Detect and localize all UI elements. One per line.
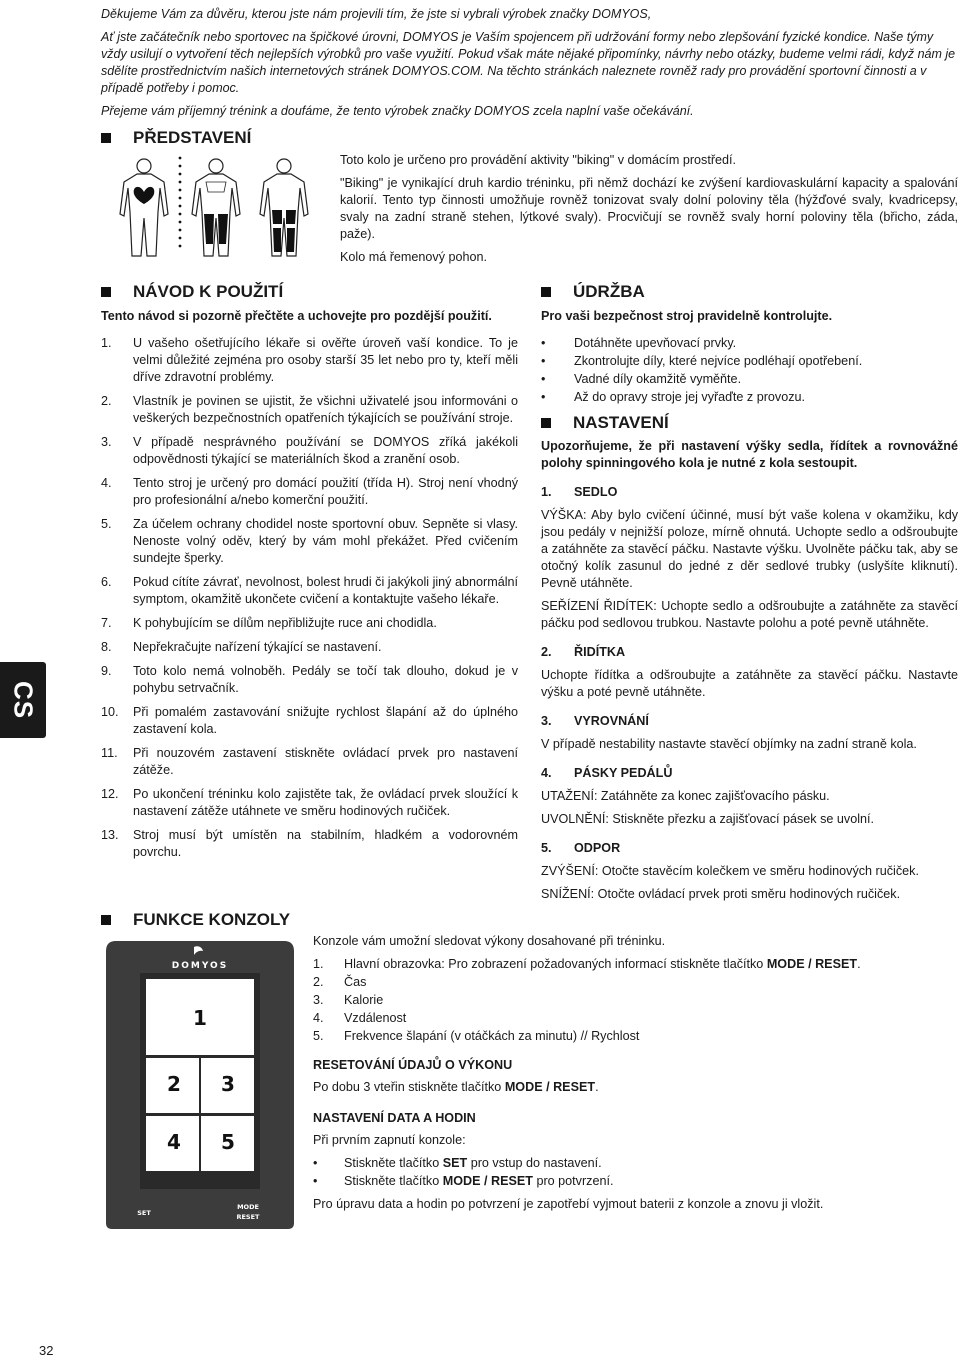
item-text: Kalorie [344, 993, 384, 1007]
item-number: 9. [101, 664, 112, 678]
zone-2-label: 2 [167, 1072, 181, 1096]
list-item [541, 353, 958, 370]
item-number: 12. [101, 787, 119, 801]
item-number: 11. [101, 746, 118, 760]
zone-3-label: 3 [221, 1072, 235, 1096]
item-text [344, 956, 861, 973]
subsection-number: 3. [541, 714, 552, 728]
console-brand: DOMYOS [171, 961, 229, 971]
list-item [101, 827, 518, 861]
item-text: K pohybujícím se dílům nepřibližujte ruce ani chodidla. [133, 616, 437, 630]
intro-text [101, 6, 959, 126]
predstaveni-paragraph: Toto kolo je určeno pro provádění aktivity "biking" v domácím prostředí. [340, 153, 737, 167]
zone-1-label: 1 [193, 1006, 207, 1030]
list-item [101, 516, 518, 567]
list-item [101, 574, 518, 608]
list-item [101, 335, 518, 386]
item-text-part: Hlavní obrazovka: Pro zobrazení požadovaných informací stiskněte tlačítko [344, 957, 767, 971]
subsection-title [541, 484, 958, 501]
console-illustration [102, 937, 298, 1233]
item-text: Čas [344, 975, 367, 989]
item-text: Po ukončení tréninku kolo zajistěte tak, že ovládací prvek sloužící k nastavení zátěže utáhnete ve směru hodinových ručiček. [133, 787, 518, 818]
date-lead: Při prvním zapnutí konzole: [313, 1133, 466, 1147]
intro-wish: Přejeme vám příjemný trénink a doufáme, že tento výrobek značky DOMYOS zcela naplní vaše očekávání. [101, 104, 694, 118]
item-text: Za účelem ochrany chodidel noste sportovní obuv. Sepněte si vlasy. Nenoste volný oděv, který by vám mohl překážet. Před cvičením sundejte šperky. [133, 517, 518, 565]
muscle-figures-illustration [110, 152, 320, 262]
list-item [313, 992, 953, 1009]
list-item [541, 335, 958, 352]
section-heading-predstaveni [101, 128, 251, 148]
bullet-icon: • [541, 390, 546, 404]
set-button-label: SET [137, 1209, 151, 1217]
item-text: Vlastník je povinen se ujistit, že všichni uživatelé jsou informováni o veškerých bezpečnostních opatřeních týkajících se používání stroje. [133, 394, 518, 425]
list-item [313, 974, 953, 991]
reset-button-label: RESET [236, 1213, 260, 1221]
list-item [101, 393, 518, 427]
item-text: U vašeho ošetřujícího lékaře si ověřte úroveň vaší kondice. To je velmi důležité zejména pro osoby starší 35 let nebo pro ty, kteří měli dříve zdravotní problémy. [133, 336, 518, 384]
item-number: 5. [101, 517, 112, 531]
list-item [101, 639, 518, 656]
subsection-title [541, 840, 958, 857]
console-display-icon [102, 937, 298, 1233]
heading-text: NÁVOD K POUŽITÍ [133, 282, 284, 301]
mode-button-label: MODE [237, 1203, 259, 1211]
heading-square-icon [101, 287, 111, 297]
list-item [101, 786, 518, 820]
navod-list [101, 335, 518, 861]
date-list [313, 1155, 953, 1190]
heading-square-icon [541, 418, 551, 428]
item-text-part: Stiskněte tlačítko [344, 1156, 443, 1170]
zone-5-label: 5 [221, 1130, 235, 1154]
subsection-paragraph: SNÍŽENÍ: Otočte ovládací prvek proti směru hodinových ručiček. [541, 887, 901, 901]
subsection-paragraph: VÝŠKA: Aby bylo cvičení účinné, musí být vaše kolena v okamžiku, kdy jsou pedály v nejnižší poloze, mírně ohnutá. Uchopte sedlo a odšroubujte a zatáhněte za stavěcí páčku. Nastavte výšku. Uvolněte páčku tak, aby se otočný kolík zasunul do jedné z děr sedlové trubky (uslyšíte kliknutí). Pevně utáhněte. [541, 508, 958, 590]
section-heading-navod [101, 282, 283, 302]
heading-text: ÚDRŽBA [573, 282, 645, 301]
subsection-paragraph: Uchopte řídítka a odšroubujte a zatáhněte za stavěcí páčku. Nastavte výšku a poté pevně utáhněte. [541, 668, 958, 699]
subsection-number: 5. [541, 841, 552, 855]
reset-heading: RESETOVÁNÍ ÚDAJŮ O VÝKONU [313, 1058, 513, 1072]
heading-text: FUNKCE KONZOLY [133, 910, 291, 929]
item-text: Frekvence šlapání (v otáčkách za minutu) // Rychlost [344, 1029, 640, 1043]
heading-text: NASTAVENÍ [573, 413, 669, 432]
item-number: 3. [101, 435, 112, 449]
heading-square-icon [541, 287, 551, 297]
bullet-icon: • [313, 1174, 318, 1188]
subsection-number: 2. [541, 645, 552, 659]
item-text: Stroj musí být umístěn na stabilním, hladkém a vodorovném povrchu. [133, 828, 518, 859]
item-text [344, 1155, 602, 1172]
list-item [313, 1155, 953, 1172]
date-heading: NASTAVENÍ DATA A HODIN [313, 1111, 476, 1125]
item-text-bold: SET [442, 1156, 468, 1170]
item-text-bold: MODE / RESET [442, 1174, 533, 1188]
subsection-label: SEDLO [574, 485, 618, 499]
funkce-lead: Konzole vám umožní sledovat výkony dosahované při tréninku. [313, 934, 666, 948]
section-heading-nastaveni [541, 413, 669, 433]
language-code: CS [8, 680, 39, 720]
body-muscles-icon [110, 152, 320, 262]
navod-section [101, 308, 518, 868]
subsection-label: ODPOR [574, 841, 621, 855]
item-number: 7. [101, 616, 112, 630]
subsection-label: PÁSKY PEDÁLŮ [574, 766, 673, 780]
subsection-paragraph: SEŘÍZENÍ ŘIDÍTEK: Uchopte sedlo a odšroubujte a zatáhněte za stavěcí páčku pod sedlovou trubkou. Nastavte polohu a poté pevně utáhněte. [541, 599, 958, 630]
item-number: 1. [101, 336, 112, 350]
item-text: Při nouzovém zastavení stiskněte ovládací prvek pro nastavení zátěže. [133, 746, 518, 777]
predstaveni-text [340, 152, 958, 272]
subsection-title [541, 644, 958, 661]
list-item [101, 704, 518, 738]
item-text: Vzdálenost [344, 1011, 407, 1025]
item-text-part: pro potvrzení. [532, 1174, 614, 1188]
list-item [101, 475, 518, 509]
section-heading-udrzba [541, 282, 645, 302]
subsection-title [541, 713, 958, 730]
list-item [313, 1028, 953, 1045]
item-number: 8. [101, 640, 112, 654]
item-number: 4. [313, 1011, 324, 1025]
item-text: Při pomalém zastavování snižujte rychlost šlapání až do úplného zastavení kola. [133, 705, 518, 736]
item-number: 5. [313, 1029, 324, 1043]
item-number: 2. [101, 394, 112, 408]
item-number: 2. [313, 975, 324, 989]
subsection-number: 1. [541, 485, 552, 499]
navod-lead: Tento návod si pozorně přečtěte a uchovejte pro pozdější použití. [101, 309, 492, 323]
list-item [101, 663, 518, 697]
subsection-paragraph: UVOLNĚNÍ: Stiskněte přezku a zajišťovací pásek se uvolní. [541, 812, 875, 826]
item-text-part: Stiskněte tlačítko [344, 1174, 443, 1188]
item-text: Vadné díly okamžitě vyměňte. [574, 372, 742, 386]
udrzba-section [541, 308, 958, 407]
list-item [313, 956, 953, 973]
item-number: 10. [101, 705, 119, 719]
bullet-icon: • [313, 1156, 318, 1170]
item-text-part: pro vstup do nastavení. [467, 1156, 602, 1170]
list-item [101, 434, 518, 468]
item-text: Až do opravy stroje jej vyřaďte z provozu. [574, 390, 806, 404]
list-item [101, 615, 518, 632]
subsection-paragraph: UTAŽENÍ: Zatáhněte za konec zajišťovacího pásku. [541, 789, 830, 803]
funkce-section [313, 933, 953, 1219]
intro-paragraph: Ať jste začátečník nebo sportovec na špičkové úrovni, DOMYOS je Vaším spojencem při udržování formy nebo zlepšování fyzické kondice. Naše týmy vždy usilují o vytvoření těch nejlepších výrobků pro vaše využití. Pokud však máte nějaké připomínky, návrhy nebo otázky, budeme velmi rádi, když nám je sdělíte prostřednictvím našich internetových stránek DOMYOS.COM. Na těchto stránkách naleznete rovněž rady pro provádění sportovní činnosti a v případě potřeby i pomoc. [101, 30, 956, 95]
item-text [344, 1173, 613, 1190]
item-text: Pokud cítíte závrať, nevolnost, bolest hrudi či jakýkoli jiný abnormální symptom, okamžitě ukončete cvičení a kontaktujte vašeho lékaře. [133, 575, 518, 606]
subsection-number: 4. [541, 766, 552, 780]
item-number: 6. [101, 575, 112, 589]
item-text: Tento stroj je určený pro domácí použití (třída H). Stroj není vhodný pro profesionální a/nebo komerční použití. [133, 476, 518, 507]
zone-4-label: 4 [167, 1130, 181, 1154]
udrzba-lead: Pro vaši bezpečnost stroj pravidelně kontrolujte. [541, 309, 833, 323]
list-item [541, 371, 958, 388]
item-number: 3. [313, 993, 324, 1007]
udrzba-list [541, 335, 958, 406]
item-number: 13. [101, 828, 119, 842]
item-text-part: . [857, 957, 861, 971]
subsection-label: ŘIDÍTKA [574, 645, 626, 659]
list-item [101, 745, 518, 779]
nastaveni-warning: Upozorňujeme, že při nastavení výšky sedla, řídítek a rovnovážné polohy spinningového kola je nutné z kola sestoupit. [541, 439, 958, 470]
subsection-label: VYROVNÁNÍ [574, 714, 649, 728]
bullet-icon: • [541, 336, 546, 350]
list-item [541, 389, 958, 406]
reset-text [313, 1079, 953, 1096]
reset-text-part: Po dobu 3 vteřin stiskněte tlačítko [313, 1080, 505, 1094]
nastaveni-section [541, 438, 958, 909]
heading-square-icon [101, 915, 111, 925]
subsection-paragraph: ZVÝŠENÍ: Otočte stavěcím kolečkem ve směru hodinových ručiček. [541, 864, 919, 878]
subsection-paragraph: V případě nestability nastavte stavěcí objímky na zadní straně kola. [541, 737, 917, 751]
intro-line-1: Děkujeme Vám za důvěru, kterou jste nám projevili tím, že jste si vybrali výrobek značky DOMYOS, [101, 7, 652, 21]
item-number: 4. [101, 476, 112, 490]
section-heading-funkce [101, 910, 290, 930]
reset-text-part: . [595, 1080, 599, 1094]
list-item [313, 1173, 953, 1190]
predstaveni-paragraph: "Biking" je vynikající druh kardio tréninku, při němž dochází ke zvýšení kardiovaskulární kapacity a spalování kalorií. Tento typ činnosti umožňuje rovněž tonizovat svaly dolní poloviny těla (hýžďové svaly, kvadricepsy, svaly na zadní straně stehen, lýtkové svaly). Procvičují se rovněž svaly horní poloviny těla (břicho, záda, paže). [340, 176, 958, 241]
predstaveni-paragraph: Kolo má řemenový pohon. [340, 250, 488, 264]
date-end: Pro úpravu data a hodin po potvrzení je zapotřebí vyjmout baterii z konzole a znovu ji vložit. [313, 1197, 824, 1211]
item-text: Toto kolo nemá volnoběh. Pedály se točí tak dlouho, dokud je v pohybu setrvačník. [133, 664, 518, 695]
item-text: V případě nesprávného používání se DOMYOS zříká jakékoli odpovědnosti týkající se materiálních škod a zranění osob. [133, 435, 518, 466]
item-text: Zkontrolujte díly, které nejvíce podléhají opotřebení. [574, 354, 863, 368]
item-text-bold: MODE / RESET [766, 957, 858, 971]
item-text: Nepřekračujte nařízení týkající se nastavení. [133, 640, 382, 654]
funkce-list [313, 956, 953, 1045]
bullet-icon: • [541, 372, 546, 386]
item-number: 1. [313, 957, 324, 971]
bullet-icon: • [541, 354, 546, 368]
reset-text-bold: MODE / RESET [504, 1080, 596, 1094]
heading-square-icon [101, 133, 111, 143]
subsection-title [541, 765, 958, 782]
item-text: Dotáhněte upevňovací prvky. [574, 336, 737, 350]
heading-text: PŘEDSTAVENÍ [133, 128, 252, 147]
language-tab [0, 662, 46, 738]
page-number: 32 [39, 1343, 54, 1358]
list-item [313, 1010, 953, 1027]
